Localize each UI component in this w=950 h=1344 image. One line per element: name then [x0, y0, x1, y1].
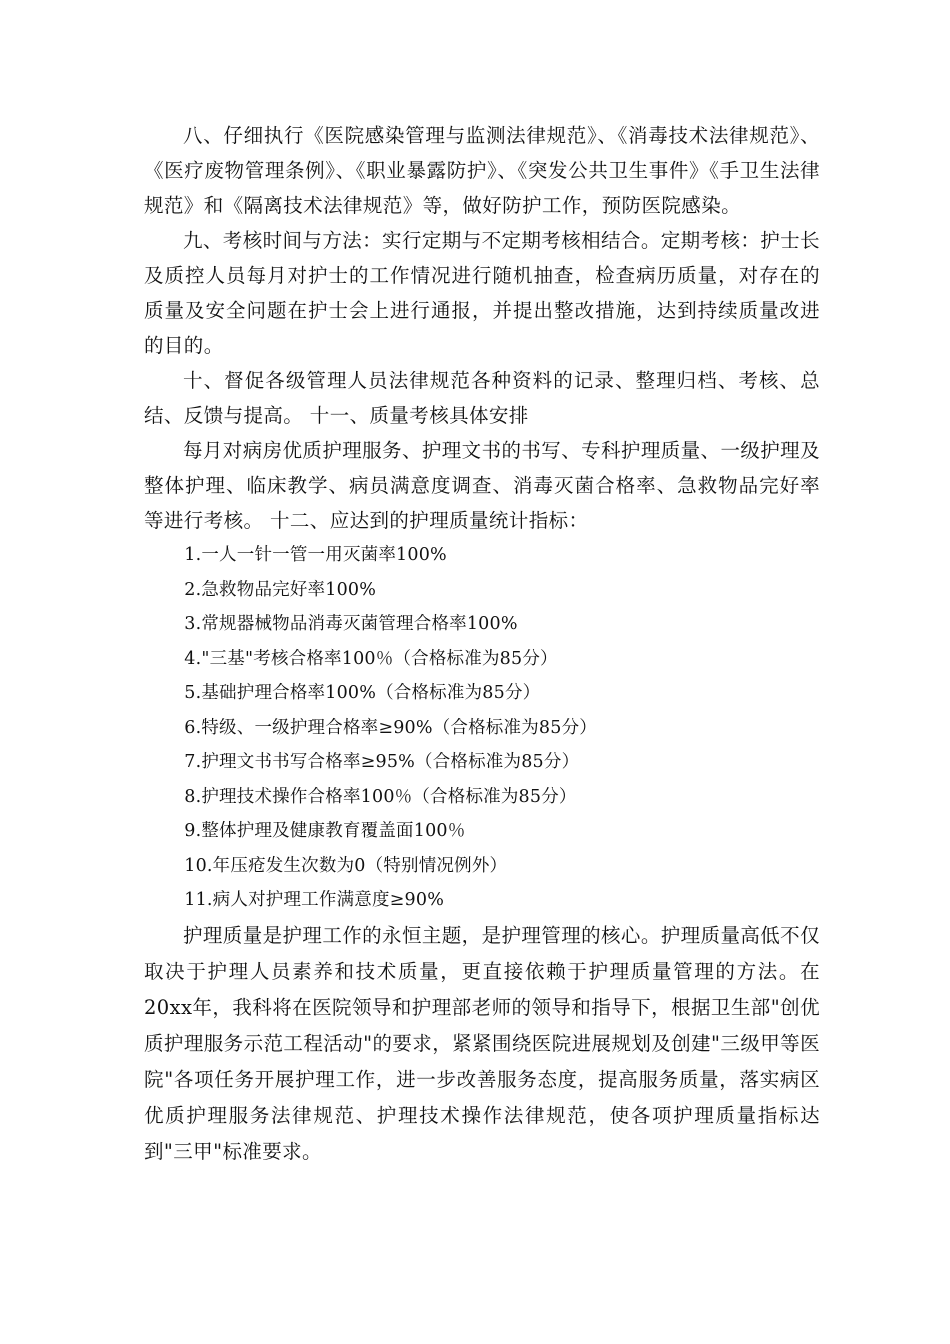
- paragraph-supervision: 十、督促各级管理人员法律规范各种资料的记录、整理归档、考核、总结、反馈与提高。 十一、质量考核具体安排: [144, 369, 820, 427]
- indicator-item: 1.一人一针一管一用灭菌率100%: [184, 545, 447, 565]
- indicator-item: 8.护理技术操作合格率100％（合格标准为85分）: [184, 786, 577, 807]
- paragraph-monthly-assessment: 每月对病房优质护理服务、护理文书的书写、专科护理质量、一级护理及整体护理、临床教学、病员满意度调查、消毒灭菌合格率、急救物品完好率等进行考核。 十二、应达到的护理质量统计指标：: [144, 439, 820, 532]
- indicator-item: 9.整体护理及健康教育覆盖面100％: [184, 821, 466, 841]
- paragraph-infection-control: 八、仔细执行《医院感染管理与监测法律规范》、《消毒技术法律规范》、《医疗废物管理条例》、《职业暴露防护》、《突发公共卫生事件》《手卫生法律规范》和《隔离技术法律规范》等，做好防护工作，预防医院感染。: [144, 124, 820, 217]
- document-body: [144, 118, 820, 1170]
- indicator-item: 10.年压疮发生次数为0（特别情况例外）: [184, 855, 508, 876]
- indicator-item: 2.急救物品完好率100%: [184, 579, 377, 600]
- indicator-item: 7.护理文书书写合格率≥95%（合格标准为85分）: [184, 752, 580, 772]
- indicator-item: 4."三基"考核合格率100％（合格标准为85分）: [184, 648, 558, 669]
- indicator-item: 6.特级、一级护理合格率≥90%（合格标准为85分）: [184, 717, 597, 738]
- indicator-item: 5.基础护理合格率100%（合格标准为85分）: [184, 683, 541, 703]
- paragraph-closing-summary: 护理质量是护理工作的永恒主题，是护理管理的核心。护理质量高低不仅取决于护理人员素养和技术质量，更直接依赖于护理质量管理的方法。在20xx年，我科将在医院领导和护理部老师的领导和指导下，根据卫生部"创优质护理服务示范工程活动"的要求，紧紧围绕医院进展规划及创建"三级甲等医院"各项任务开展护理工作，进一步改善服务态度，提高服务质量，落实病区优质护理服务法律规范、护理技术操作法律规范，使各项护理质量指标达到"三甲"标准要求。: [144, 923, 820, 1163]
- indicator-item: 3.常规器械物品消毒灭菌管理合格率100%: [184, 614, 518, 634]
- paragraph-assessment-method: 九、考核时间与方法：实行定期与不定期考核相结合。定期考核：护士长及质控人员每月对护士的工作情况进行随机抽查，检查病历质量，对存在的质量及安全问题在护士会上进行通报，并提出整改措施，达到持续质量改进的目的。: [144, 229, 820, 357]
- indicator-item: 11.病人对护理工作满意度≥90%: [184, 890, 445, 910]
- quality-indicator-list: [144, 538, 820, 918]
